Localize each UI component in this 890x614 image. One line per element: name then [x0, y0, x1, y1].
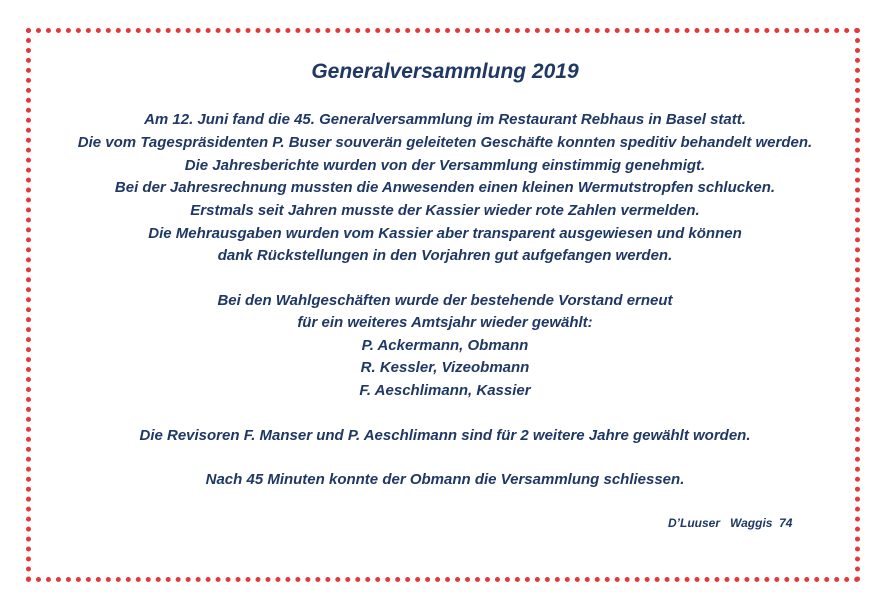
- text-line: Die Mehrausgaben wurden vom Kassier aber transparent ausgewiesen und können: [148, 225, 742, 242]
- signature: D’Luuser Waggis 74: [668, 516, 793, 530]
- text-line: Bei der Jahresrechnung mussten die Anwesenden einen kleinen Wermutstropfen schlucken.: [114, 179, 776, 196]
- text-line: Die Jahresberichte wurden von der Versammlung einstimmig genehmigt.: [184, 157, 706, 174]
- text-line: für ein weiteres Amtsjahr wieder gewählt:: [297, 314, 593, 331]
- text-line: Am 12. Juni fand die 45. Generalversammlung im Restaurant Rebhaus in Basel statt.: [144, 111, 746, 128]
- document-title: Generalversammlung 2019: [311, 60, 579, 83]
- text-line: Erstmals seit Jahren musste der Kassier wieder rote Zahlen vermelden.: [190, 202, 700, 219]
- text-line: Die Revisoren F. Manser und P. Aeschlimann sind für 2 weitere Jahre gewählt worden.: [139, 427, 751, 444]
- board-member: R. Kessler, Vizeobmann: [360, 359, 530, 376]
- text-line: Bei den Wahlgeschäften wurde der bestehende Vorstand erneut: [217, 292, 673, 309]
- text-line: Nach 45 Minuten konnte der Obmann die Versammlung schliessen.: [205, 471, 685, 488]
- board-member: F. Aeschlimann, Kassier: [359, 382, 531, 399]
- board-member: P. Ackermann, Obmann: [361, 337, 529, 354]
- text-line: dank Rückstellungen in den Vorjahren gut aufgefangen werden.: [217, 247, 673, 264]
- text-line: Die vom Tagespräsidenten P. Buser souverän geleiteten Geschäfte konnten speditiv behandelt werden.: [77, 134, 813, 151]
